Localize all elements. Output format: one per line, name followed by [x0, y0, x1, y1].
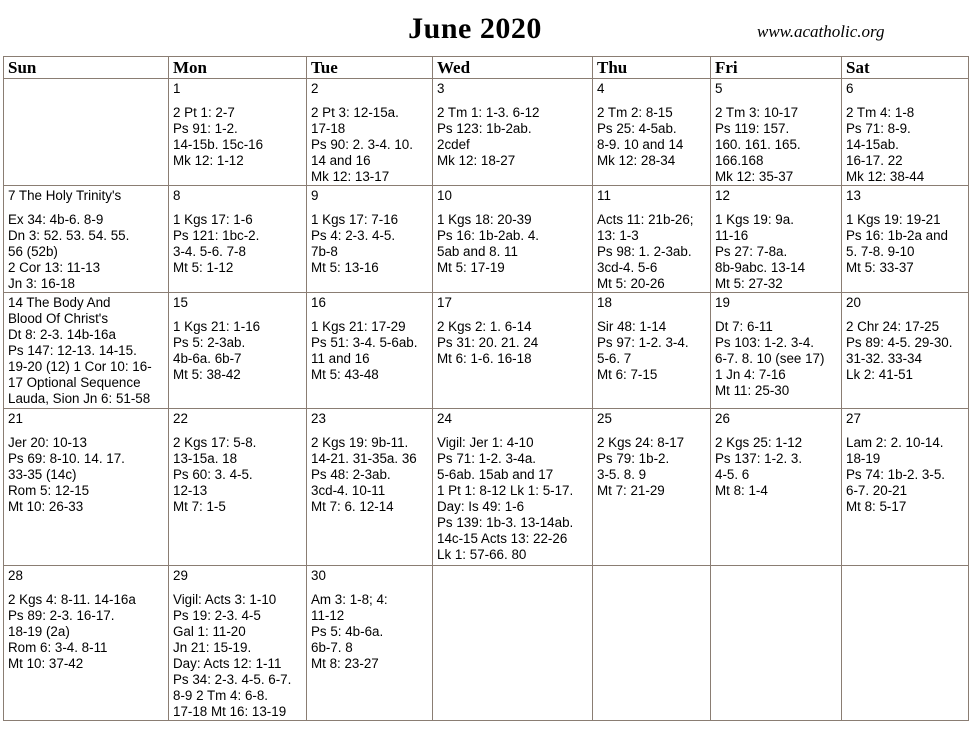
weekday-header: Wed: [433, 57, 593, 79]
day-number: 3: [437, 81, 445, 96]
day-cell: [4, 566, 169, 721]
day-readings: Am 3: 1-8; 4: 11-12 Ps 5: 4b-6a. 6b-7. 8 Mt 8: 23-27: [311, 592, 388, 671]
day-readings: Sir 48: 1-14 Ps 97: 1-2. 3-4. 5-6. 7 Mt 6: 7-15: [597, 319, 689, 382]
day-cell: [842, 293, 969, 409]
day-number: 30: [311, 568, 326, 583]
weekday-header: Mon: [169, 57, 307, 79]
day-readings: 2 Tm 4: 1-8 Ps 71: 8-9. 14-15ab. 16-17. 22 Mk 12: 38-44: [846, 105, 925, 184]
day-readings: Lam 2: 2. 10-14. 18-19 Ps 74: 1b-2. 3-5. 6-7. 20-21 Mt 8: 5-17: [846, 435, 945, 514]
day-cell: [4, 409, 169, 566]
day-cell: [711, 409, 842, 566]
day-number: 23: [311, 411, 326, 426]
day-number: 13: [846, 188, 861, 203]
day-cell: [169, 79, 307, 186]
day-number: 16: [311, 295, 326, 310]
day-number: 15: [173, 295, 188, 310]
day-number: 2: [311, 81, 319, 96]
day-number: 26: [715, 411, 730, 426]
day-number: 7 The Holy Trinity's: [8, 188, 122, 203]
day-cell: [307, 79, 433, 186]
day-readings: 1 Kgs 17: 1-6 Ps 121: 1bc-2. 3-4. 5-6. 7-8 Mt 5: 1-12: [173, 212, 260, 275]
day-readings: 1 Kgs 19: 9a. 11-16 Ps 27: 7-8a. 8b-9abc. 13-14 Mt 5: 27-32: [715, 212, 806, 291]
day-readings: 2 Pt 3: 12-15a. 17-18 Ps 90: 2. 3-4. 10. 14 and 16 Mk 12: 13-17: [311, 105, 413, 184]
day-cell: [593, 409, 711, 566]
day-number: 27: [846, 411, 861, 426]
empty-day-cell: [711, 566, 842, 721]
day-cell: [433, 186, 593, 293]
day-readings: Acts 11: 21b-26; 13: 1-3 Ps 98: 1. 2-3ab. 3cd-4. 5-6 Mt 5: 20-26: [597, 212, 694, 291]
day-readings: 2 Kgs 4: 8-11. 14-16a Ps 89: 2-3. 16-17. 18-19 (2a) Rom 6: 3-4. 8-11 Mt 10: 37-42: [8, 592, 136, 671]
empty-day-cell: [842, 566, 969, 721]
calendar-title: June 2020: [408, 12, 542, 45]
day-number: 20: [846, 295, 861, 310]
day-number: 18: [597, 295, 612, 310]
weekday-header: Tue: [307, 57, 433, 79]
day-number: 10: [437, 188, 452, 203]
day-cell: [593, 79, 711, 186]
day-cell: [169, 293, 307, 409]
day-cell: [307, 566, 433, 721]
weekday-header-row: [4, 57, 969, 79]
day-cell: [842, 79, 969, 186]
day-cell: [842, 186, 969, 293]
day-readings: Vigil: Acts 3: 1-10 Ps 19: 2-3. 4-5 Gal 1: 11-20 Jn 21: 15-19. Day: Acts 12: 1-11 Ps 34: 2-3. 4-5. 6-7. 8-9 2 Tm 4: 6-8. 17-18 Mt 16: 13-19: [173, 592, 292, 719]
weekday-header: Thu: [593, 57, 711, 79]
day-readings: 1 Kgs 21: 1-16 Ps 5: 2-3ab. 4b-6a. 6b-7 Mt 5: 38-42: [173, 319, 261, 382]
site-url[interactable]: www.acatholic.org: [757, 22, 885, 41]
empty-day-cell: [433, 566, 593, 721]
day-cell: [307, 409, 433, 566]
week-row: [4, 409, 969, 566]
day-number: 21: [8, 411, 23, 426]
day-readings: Ex 34: 4b-6. 8-9 Dn 3: 52. 53. 54. 55. 56 (52b) 2 Cor 13: 11-13 Jn 3: 16-18: [8, 212, 130, 291]
day-cell: [433, 409, 593, 566]
day-readings: 2 Pt 1: 2-7 Ps 91: 1-2. 14-15b. 15c-16 Mk 12: 1-12: [173, 105, 264, 168]
day-cell: [169, 566, 307, 721]
day-number: 11: [597, 188, 611, 203]
day-cell: [307, 293, 433, 409]
day-readings: 2 Kgs 25: 1-12 Ps 137: 1-2. 3. 4-5. 6 Mt 8: 1-4: [715, 435, 803, 498]
day-number: 4: [597, 81, 605, 96]
day-number: 22: [173, 411, 188, 426]
day-number: 1: [173, 81, 181, 96]
day-number: 12: [715, 188, 730, 203]
day-cell: [711, 79, 842, 186]
day-number: 28: [8, 568, 23, 583]
day-readings: 2 Tm 1: 1-3. 6-12 Ps 123: 1b-2ab. 2cdef Mk 12: 18-27: [437, 105, 540, 168]
day-readings: 2 Kgs 2: 1. 6-14 Ps 31: 20. 21. 24 Mt 6: 1-6. 16-18: [437, 319, 539, 366]
week-row: [4, 186, 969, 293]
day-readings: Dt 7: 6-11 Ps 103: 1-2. 3-4. 6-7. 8. 10 (see 17) 1 Jn 4: 7-16 Mt 11: 25-30: [715, 319, 825, 398]
day-readings: Dt 8: 2-3. 14b-16a Ps 147: 12-13. 14-15. 19-20 (12) 1 Cor 10: 16- 17 Optional Sequence Lauda, Sion Jn 6: 51-58: [8, 327, 152, 406]
day-number: 17: [437, 295, 452, 310]
day-cell: [433, 293, 593, 409]
day-readings: 1 Kgs 17: 7-16 Ps 4: 2-3. 4-5. 7b-8 Mt 5: 13-16: [311, 212, 399, 275]
day-readings: 2 Kgs 24: 8-17 Ps 79: 1b-2. 3-5. 8. 9 Mt 7: 21-29: [597, 435, 685, 498]
day-cell: [307, 186, 433, 293]
day-number: 29: [173, 568, 188, 583]
day-readings: 2 Kgs 17: 5-8. 13-15a. 18 Ps 60: 3. 4-5. 12-13 Mt 7: 1-5: [173, 435, 257, 514]
week-row: [4, 293, 969, 409]
weekday-header: Sun: [4, 57, 169, 79]
week-row: [4, 79, 969, 186]
day-readings: 1 Kgs 19: 19-21 Ps 16: 1b-2a and 5. 7-8. 9-10 Mt 5: 33-37: [846, 212, 948, 275]
day-cell: [842, 409, 969, 566]
day-cell: [711, 293, 842, 409]
day-number: 24: [437, 411, 452, 426]
day-number: 5: [715, 81, 723, 96]
day-readings: 1 Kgs 18: 20-39 Ps 16: 1b-2ab. 4. 5ab and 8. 11 Mt 5: 17-19: [437, 212, 539, 275]
day-cell: [169, 409, 307, 566]
day-readings: 2 Kgs 19: 9b-11. 14-21. 31-35a. 36 Ps 48: 2-3ab. 3cd-4. 10-11 Mt 7: 6. 12-14: [311, 435, 417, 514]
day-cell: [4, 186, 169, 293]
day-number: 9: [311, 188, 319, 203]
day-number: 19: [715, 295, 730, 310]
week-row: [4, 566, 969, 721]
day-cell: [711, 186, 842, 293]
day-number: 14 The Body And Blood Of Christ's: [8, 295, 111, 326]
calendar-grid: [3, 56, 969, 721]
weekday-header: Sat: [842, 57, 969, 79]
weekday-header: Fri: [711, 57, 842, 79]
day-readings: 1 Kgs 21: 17-29 Ps 51: 3-4. 5-6ab. 11 and 16 Mt 5: 43-48: [311, 319, 418, 382]
calendar-body: [4, 79, 969, 721]
empty-day-cell: [4, 79, 169, 186]
day-cell: [4, 293, 169, 409]
day-readings: Vigil: Jer 1: 4-10 Ps 71: 1-2. 3-4a. 5-6ab. 15ab and 17 1 Pt 1: 8-12 Lk 1: 5-17. Day: Is 49: 1-6 Ps 139: 1b-3. 13-14ab. 14c-15 Acts 13: 22-26 Lk 1: 57-66. 80: [437, 435, 574, 562]
day-number: 6: [846, 81, 854, 96]
empty-day-cell: [593, 566, 711, 721]
day-cell: [433, 79, 593, 186]
day-cell: [169, 186, 307, 293]
day-cell: [593, 186, 711, 293]
day-number: 25: [597, 411, 612, 426]
day-readings: 2 Tm 2: 8-15 Ps 25: 4-5ab. 8-9. 10 and 14 Mk 12: 28-34: [597, 105, 684, 168]
day-readings: Jer 20: 10-13 Ps 69: 8-10. 14. 17. 33-35 (14c) Rom 5: 12-15 Mt 10: 26-33: [8, 435, 125, 514]
day-readings: 2 Chr 24: 17-25 Ps 89: 4-5. 29-30. 31-32. 33-34 Lk 2: 41-51: [846, 319, 953, 382]
day-readings: 2 Tm 3: 10-17 Ps 119: 157. 160. 161. 165. 166.168 Mk 12: 35-37: [715, 105, 801, 184]
day-number: 8: [173, 188, 181, 203]
day-cell: [593, 293, 711, 409]
